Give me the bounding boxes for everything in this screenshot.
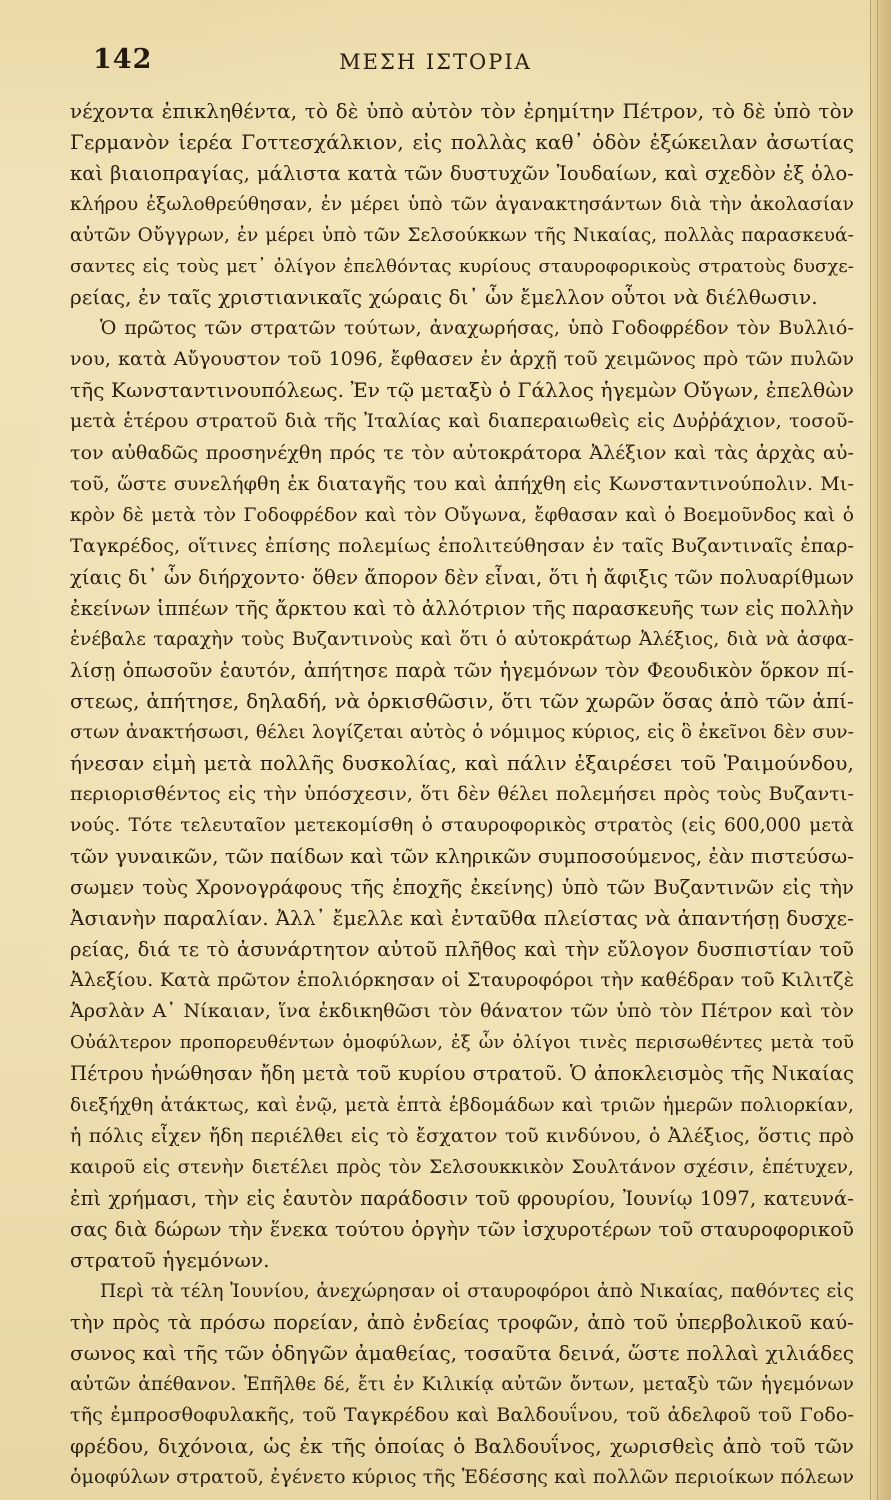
text-line: φρέδου, διχόνοια, ὡς ἐκ τῆς ὁποίας ὁ Βαλδουΐνος, χωρισθεὶς ἀπὸ τοῦ τῶν: [70, 1434, 854, 1459]
text-line: στρατοῦ ἡγεμόνων.: [70, 1247, 270, 1272]
text-line: κρὸν δὲ μετὰ τὸν Γοδοφρέδον καὶ τὸν Οὔγωνα, ἔφθασαν καὶ ὁ Βοεμοῦνδος καὶ ὁ: [70, 504, 854, 526]
page-edge-binding: [870, 0, 891, 1500]
text-line: σωνος καὶ τῆς τῶν ὁδηγῶν ἀμαθείας, τοσαῦτα δεινά, ὥστε πολλαὶ χιλιάδες: [70, 1340, 854, 1365]
text-line: κλήρου ἐξωλοθρεύθησαν, ἐν μέρει ὑπὸ τῶν ἀγανακτησάντων διὰ τὴν ἀκολασίαν: [70, 194, 854, 216]
text-line: στων ἀνακτήσωσι, θέλει λογίζεται αὐτὸς ὁ νόμιμος κύριος, εἰς ὃ ἐκεῖνοι δὲν συν-: [70, 721, 854, 743]
text-line: νούς. Τότε τελευταῖον μετεκομίσθη ὁ σταυροφορικὸς στρατὸς (εἰς 600,000 μετὰ: [70, 815, 854, 837]
text-line: Ἀσιανὴν παραλίαν. Ἀλλ᾽ ἔμελλε καὶ ἐνταῦθα πλείστας νὰ ἀπαντήσῃ δυσχε-: [70, 906, 854, 931]
paragraph-start-line: Περὶ τὰ τέλη Ἰουνίου, ἀνεχώρησαν οἱ σταυροφόροι ἀπὸ Νικαίας, παθόντες εἰς: [100, 1280, 854, 1302]
text-line: ὁμοφύλων στρατοῦ, ἐγένετο κύριος τῆς Ἐδέσσης καὶ πολλῶν περιοίκων πόλεων: [70, 1466, 854, 1489]
body-text: [70, 96, 854, 1493]
text-line: καὶ βιαιοπραγίας, μάλιστα κατὰ τῶν δυστυχῶν Ἰουδαίων, καὶ σχεδὸν ἐξ ὁλο-: [70, 162, 854, 186]
text-line: τῶν γυναικῶν, τῶν παίδων καὶ τῶν κληρικῶν συμποσούμενος, ἐὰν πιστεύσω-: [70, 845, 854, 869]
text-line: νου, κατὰ Αὔγουστον τοῦ 1096, ἔφθασεν ἐν ἀρχῇ τοῦ χειμῶνος πρὸ τῶν πυλῶν: [70, 348, 854, 371]
text-line: Πέτρου ἡνώθησαν ἤδη μετὰ τοῦ κυρίου στρατοῦ. Ὁ ἀποκλεισμὸς τῆς Νικαίας: [70, 1062, 854, 1086]
text-line: σαντες εἰς τοὺς μετ᾽ ὀλίγον ἐπελθόντας κυρίους σταυροφορικοὺς στρατοὺς δυσχε-: [70, 256, 854, 278]
text-line: σας διὰ δώρων τὴν ἕνεκα τούτου ὀργὴν τῶν ἰσχυροτέρων τοῦ σταυροφορικοῦ: [70, 1217, 854, 1241]
text-line: νέχοντα ἐπικληθέντα, τὸ δὲ ὑπὸ αὐτὸν τὸν ἐρημίτην Πέτρον, τὸ δὲ ὑπὸ τὸν: [70, 99, 854, 123]
text-line: ἐκείνων ἱππέων τῆς ἄρκτου καὶ τὸ ἀλλότριον τῆς παρασκευῆς των εἰς πολλὴν: [70, 596, 854, 620]
text-line: Ταγκρέδος, οἵτινες ἐπίσης πολεμίως ἐπολιτεύθησαν ἐν ταῖς Βυζαντιναῖς ἐπαρ-: [70, 534, 854, 557]
text-line: ἐπὶ χρήμασι, τὴν εἰς ἑαυτὸν παράδοσιν τοῦ φρουρίου, Ἰουνίῳ 1097, κατευνά-: [70, 1186, 854, 1210]
running-head: ΜΕΣΗ ΙΣΤΟΡΙΑ: [339, 50, 532, 74]
text-line: σωμεν τοὺς Χρονογράφους τῆς ἐποχῆς ἐκείνης) ὑπὸ τῶν Βυζαντινῶν εἰς τὴν: [70, 876, 854, 900]
text-line: τον αὐθαδῶς προσηνέχθη πρός τε τὸν αὐτοκράτορα Ἀλέξιον καὶ τὰς ἀρχὰς αὐ-: [70, 441, 854, 464]
text-line: αὐτῶν Οὔγγρων, ἐν μέρει ὑπὸ τῶν Σελσούκκων τῆς Νικαίας, πολλὰς παρασκευά-: [70, 225, 854, 247]
text-line: Ἀλεξίου. Κατὰ πρῶτον ἐπολιόρκησαν οἱ Σταυροφόροι τὴν καθέδραν τοῦ Κιλιτζὲ: [70, 969, 854, 992]
text-line: λίσῃ ὁπωσοῦν ἑαυτόν, ἀπήτησε παρὰ τῶν ἡγεμόνων τὸν Φεουδικὸν ὅρκον πί-: [70, 658, 854, 682]
text-line: διεξήχθη ἀτάκτως, καὶ ἐνῷ, μετὰ ἑπτὰ ἑβδομάδων καὶ τριῶν ἡμερῶν πολιορκίαν,: [70, 1094, 854, 1116]
paragraph-start-line: Ὁ πρῶτος τῶν στρατῶν τούτων, ἀναχωρήσας, ὑπὸ Γοδοφρέδον τὸν Βυλλιό-: [100, 317, 854, 340]
text-line: Γερμανὸν ἱερέα Γοττεσχάλκιον, εἰς πολλὰς καθ᾽ ὁδὸν ἐξώκειλαν ἀσωτίας: [70, 130, 854, 155]
text-line: ἡ πόλις εἶχεν ἤδη περιέλθει εἰς τὸ ἔσχατον τοῦ κινδύνου, ὁ Ἀλέξιος, ὅστις πρὸ: [70, 1124, 854, 1147]
text-line: χίαις δι᾽ ὧν διήρχοντο· ὅθεν ἄπορον δὲν εἶναι, ὅτι ἡ ἄφιξις τῶν πολυαρίθμων: [70, 565, 854, 589]
text-line: αὐτῶν ἀπέθανον. Ἐπῆλθε δέ, ἔτι ἐν Κιλικίᾳ αὐτῶν ὄντων, μεταξὺ τῶν ἡγεμόνων: [70, 1373, 854, 1395]
page-number: 142: [93, 44, 153, 75]
text-line: τοῦ, ὥστε συνελήφθη ἐκ διαταγῆς του καὶ ἀπήχθη εἰς Κωνσταντινούπολιν. Μι-: [70, 472, 854, 495]
text-line: Οὐάλτερον προπορευθέντων ὁμοφύλων, ἐξ ὧν ὀλίγοι τινὲς περισωθέντες μετὰ τοῦ: [70, 1032, 854, 1054]
text-line: ήνεσαν εἰμὴ μετὰ πολλῆς δυσκολίας, καὶ πάλιν ἐξαιρέσει τοῦ Ῥαιμούνδου,: [70, 750, 854, 775]
text-line: ρείας, ἐν ταῖς χριστιανικαῖς χώραις δι᾽ ὧν ἔμελλον οὗτοι νὰ διέλθωσιν.: [70, 285, 818, 310]
text-line: τῆς Κωνσταντινουπόλεως. Ἐν τῷ μεταξὺ ὁ Γάλλος ἡγεμὼν Οὔγων, ἐπελθὼν: [70, 378, 854, 403]
text-line: καιροῦ εἰς στενὴν διετέλει πρὸς τὸν Σελσουκκικὸν Σουλτάνον σχέσιν, ἐπέτυχεν,: [70, 1156, 854, 1178]
text-line: Ἀρσλὰν Α᾽ Νίκαιαν, ἵνα ἐκδικηθῶσι τὸν θάνατον τῶν ὑπὸ τὸν Πέτρον καὶ τὸν: [70, 1000, 854, 1023]
text-line: τῆς ἐμπροσθοφυλακῆς, τοῦ Ταγκρέδου καὶ Βαλδουΐνου, τοῦ ἀδελφοῦ τοῦ Γοδο-: [70, 1403, 854, 1426]
page-header: [0, 36, 871, 86]
text-line: ρείας, διά τε τὸ ἀσυνάρτητον αὐτοῦ πλῆθος καὶ τὴν εὔλογον δυσπιστίαν τοῦ: [70, 938, 854, 962]
text-line: μετὰ ἑτέρου στρατοῦ διὰ τῆς Ἰταλίας καὶ διαπεραιωθεὶς εἰς Δυῤῥάχιον, τοσοῦ-: [70, 410, 854, 433]
text-line: τὴν πρὸς τὰ πρόσω πορείαν, ἀπὸ ἐνδείας τροφῶν, ἀπὸ τοῦ ὑπερβολικοῦ καύ-: [70, 1310, 854, 1334]
text-line: ἐνέβαλε ταραχὴν τοὺς Βυζαντινοὺς καὶ ὅτι ὁ αὐτοκράτωρ Ἀλέξιος, διὰ νὰ ἀσφα-: [70, 628, 854, 650]
text-line: περιορισθέντος εἰς τὴν ὑπόσχεσιν, ὅτι δὲν θέλει πολεμήσει πρὸς τοὺς Βυζαντι-: [70, 783, 854, 806]
text-line: στεως, ἀπήτησε, δηλαδή, νὰ ὁρκισθῶσιν, ὅτι τῶν χωρῶν ὅσας ἀπὸ τῶν ἀπί-: [70, 688, 854, 713]
